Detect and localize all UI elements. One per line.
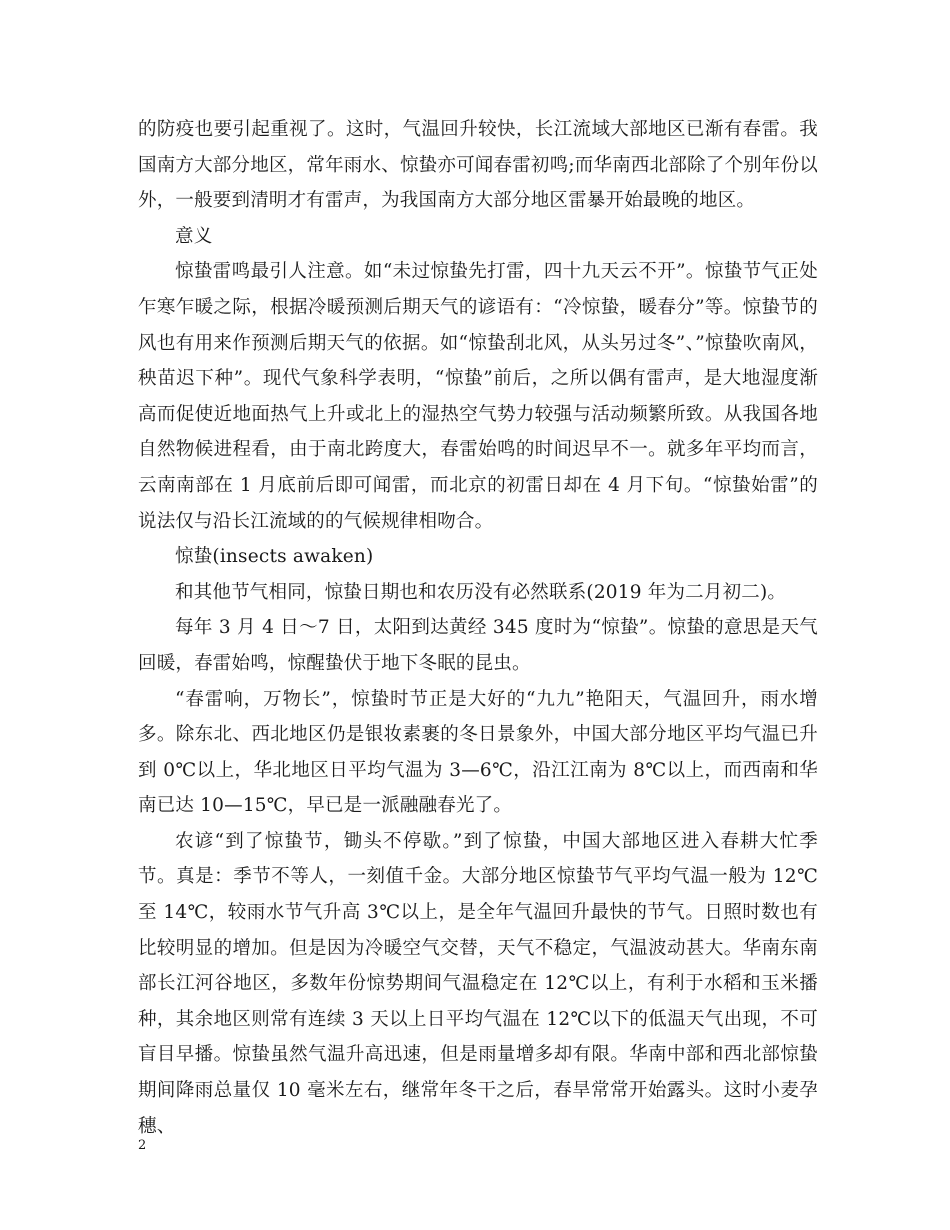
paragraph: 和其他节气相同，惊蛰日期也和农历没有必然联系(2019 年为二月初二)。 — [175, 581, 787, 603]
document-body — [138, 112, 818, 1144]
paragraph: 的防疫也要引起重视了。这时，气温回升较快，长江流域大部地区已渐有春雷。我国南方大部分地区，常年雨水、惊蛰亦可闻春雷初鸣;而华南西北部除了个别年份以外，一般要到清明才有雷声，为我国南方大部分地区雷暴开始最晚的地区。 — [138, 119, 818, 212]
section-heading: 意义 — [175, 225, 213, 247]
page-number: 2 — [138, 1138, 147, 1153]
section-heading: 惊蛰(insects awaken) — [175, 546, 374, 568]
paragraph: “春雷响，万物长”，惊蛰时节正是大好的“九九”艳阳天，气温回升，雨水增多。除东北、西北地区仍是银妆素裹的冬日景象外，中国大部分地区平均气温已升到 0℃以上，华北地区日平均气温为 3—6℃，沿江江南为 8℃以上，而西南和华南已达 10—15℃，早已是一派融融春光了。 — [138, 688, 818, 817]
paragraph: 惊蛰雷鸣最引人注意。如“未过惊蛰先打雷，四十九天云不开”。惊蛰节气正处乍寒乍暖之际，根据冷暖预测后期天气的谚语有：“冷惊蛰，暖春分”等。惊蛰节的风也有用来作预测后期天气的依据。如“惊蛰刮北风，从头另过冬”、”惊蛰吹南风，秧苗迟下种”。现代气象科学表明，“惊蛰”前后，之所以偶有雷声，是大地湿度渐高而促使近地面热气上升或北上的湿热空气势力较强与活动频繁所致。从我国各地自然物候进程看，由于南北跨度大，春雷始鸣的时间迟早不一。就多年平均而言，云南南部在 1 月底前后即可闻雷，而北京的初雷日却在 4 月下旬。“惊蛰始雷”的说法仅与沿长江流域的的气候规律相吻合。 — [138, 261, 818, 532]
paragraph: 每年 3 月 4 日～7 日，太阳到达黄经 345 度时为“惊蛰”。惊蛰的意思是天气回暖，春雷始鸣，惊醒蛰伏于地下冬眠的昆虫。 — [138, 617, 818, 674]
paragraph: 农谚“到了惊蛰节，锄头不停歇。”到了惊蛰，中国大部地区进入春耕大忙季节。真是：季节不等人，一刻值千金。大部分地区惊蛰节气平均气温一般为 12℃至 14℃，较雨水节气升高 3℃以上，是全年气温回升最快的节气。日照时数也有比较明显的增加。但是因为冷暖空气交替，天气不稳定，气温波动甚大。华南东南部长江河谷地区，多数年份惊势期间气温稳定在 12℃以上，有利于水稻和玉米播种，其余地区则常有连续 3 天以上日平均气温在 12℃以下的低温天气出现，不可盲目早播。惊蛰虽然气温升高迅速，但是雨量增多却有限。华南中部和西北部惊蛰期间降雨总量仅 10 毫米左右，继常年冬干之后，春旱常常开始露头。这时小麦孕穗、 — [138, 830, 818, 1137]
